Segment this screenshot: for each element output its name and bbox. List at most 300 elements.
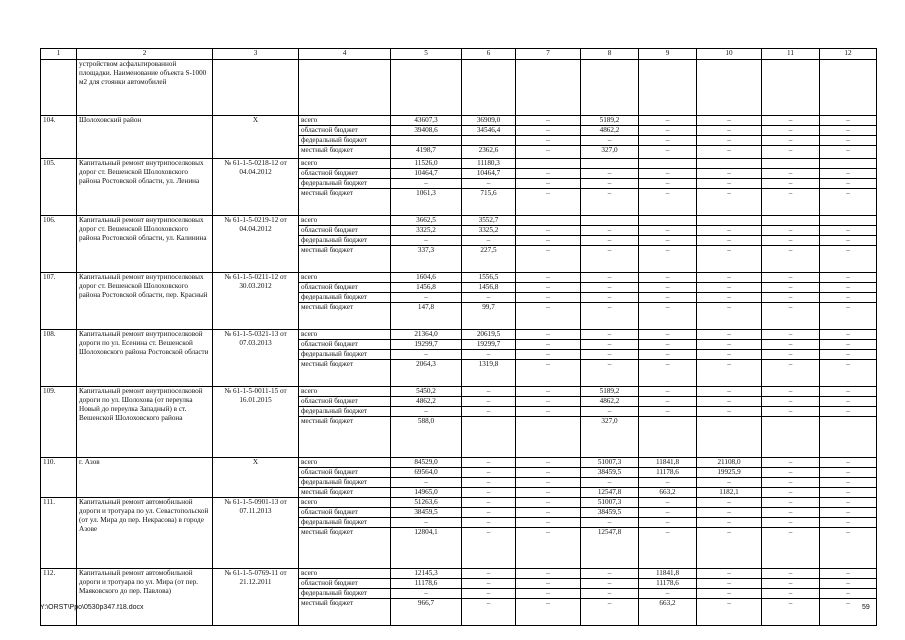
amount-cell: – <box>762 283 820 293</box>
funding-source: федеральный бюджет <box>299 518 391 528</box>
amount-cell: – <box>516 579 581 589</box>
amount-cell: – <box>581 169 639 179</box>
amount-cell: – <box>820 126 877 136</box>
amount-cell: – <box>462 508 516 518</box>
amount-cell: – <box>820 579 877 589</box>
funding-source: всего <box>299 159 391 169</box>
amount-cell: – <box>516 330 581 340</box>
amount-cell: 11180,3 <box>462 159 516 169</box>
item-name: г. Азов <box>77 458 213 498</box>
amount-cell: – <box>462 518 516 528</box>
amount-cell: 4862,2 <box>391 397 462 407</box>
funding-source: местный бюджет <box>299 303 391 330</box>
amount-cell: – <box>820 179 877 189</box>
amount-cell: – <box>462 569 516 579</box>
amount-cell: – <box>697 528 762 569</box>
amount-cell: – <box>639 246 697 273</box>
amount-cell <box>462 136 516 146</box>
amount-cell: – <box>639 360 697 387</box>
amount-cell: – <box>820 458 877 468</box>
amount-cell: – <box>581 599 639 626</box>
item-name: Капитальный ремонт внутрипоселковых дорог ст. Вешенской Шолоховского района Ростовской области, ул. Ленина <box>77 159 213 216</box>
amount-cell: 39408,6 <box>391 126 462 136</box>
table-cell <box>639 60 697 116</box>
project-document: X <box>213 458 299 498</box>
amount-cell: – <box>581 589 639 599</box>
amount-cell: – <box>762 488 820 498</box>
funding-source: областной бюджет <box>299 283 391 293</box>
amount-cell: 588,0 <box>391 417 462 458</box>
amount-cell: – <box>581 330 639 340</box>
amount-cell: – <box>639 136 697 146</box>
funding-source: областной бюджет <box>299 340 391 350</box>
amount-cell: – <box>820 478 877 488</box>
amount-cell: – <box>697 246 762 273</box>
table-row <box>41 116 877 126</box>
amount-cell: – <box>697 498 762 508</box>
amount-cell: 36909,0 <box>462 116 516 126</box>
amount-cell: 327,0 <box>581 146 639 159</box>
amount-cell: – <box>516 273 581 283</box>
amount-cell: 38459,5 <box>391 508 462 518</box>
amount-cell: – <box>762 340 820 350</box>
table-row <box>41 159 877 169</box>
amount-cell: – <box>516 599 581 626</box>
amount-cell <box>762 159 820 169</box>
column-header: 5 <box>391 49 462 60</box>
amount-cell: – <box>462 478 516 488</box>
amount-cell: – <box>639 169 697 179</box>
amount-cell: – <box>639 273 697 283</box>
amount-cell: – <box>462 468 516 478</box>
amount-cell: – <box>581 350 639 360</box>
amount-cell: – <box>581 179 639 189</box>
amount-cell <box>820 159 877 169</box>
amount-cell: – <box>762 246 820 273</box>
amount-cell <box>697 159 762 169</box>
funding-source: федеральный бюджет <box>299 407 391 417</box>
amount-cell: – <box>762 236 820 246</box>
amount-cell: 51263,6 <box>391 498 462 508</box>
file-path: Y:\ORST\Ppo\0530p347.f18.docx <box>40 604 144 611</box>
amount-cell <box>697 417 762 458</box>
amount-cell: – <box>820 273 877 283</box>
amount-cell: – <box>820 599 877 626</box>
amount-cell: – <box>639 189 697 216</box>
amount-cell: 19299,7 <box>462 340 516 350</box>
amount-cell: – <box>697 518 762 528</box>
funding-source: всего <box>299 387 391 397</box>
funding-source: местный бюджет <box>299 488 391 498</box>
amount-cell: – <box>581 136 639 146</box>
funding-source: областной бюджет <box>299 126 391 136</box>
amount-cell: – <box>639 236 697 246</box>
amount-cell: 10464,7 <box>391 169 462 179</box>
amount-cell: – <box>820 518 877 528</box>
amount-cell: 12547,8 <box>581 528 639 569</box>
amount-cell: – <box>391 589 462 599</box>
table-cell <box>213 60 299 116</box>
funding-source: всего <box>299 458 391 468</box>
amount-cell: – <box>581 226 639 236</box>
amount-cell: – <box>762 146 820 159</box>
column-header: 7 <box>516 49 581 60</box>
amount-cell: 51007,3 <box>581 498 639 508</box>
project-document: № 61-1-5-0218-12 от 04.04.2012 <box>213 159 299 216</box>
column-header: 9 <box>639 49 697 60</box>
amount-cell: – <box>762 330 820 340</box>
table-row <box>41 458 877 468</box>
amount-cell: 43607,3 <box>391 116 462 126</box>
funding-source: федеральный бюджет <box>299 350 391 360</box>
amount-cell: – <box>697 146 762 159</box>
amount-cell <box>581 216 639 226</box>
funding-source: федеральный бюджет <box>299 589 391 599</box>
amount-cell: – <box>697 350 762 360</box>
amount-cell: – <box>820 387 877 397</box>
amount-cell: – <box>639 498 697 508</box>
amount-cell: – <box>462 458 516 468</box>
amount-cell: – <box>697 407 762 417</box>
amount-cell: – <box>762 136 820 146</box>
amount-cell: – <box>820 189 877 216</box>
amount-cell: 20619,5 <box>462 330 516 340</box>
amount-cell: – <box>820 569 877 579</box>
amount-cell: – <box>581 579 639 589</box>
amount-cell: – <box>762 273 820 283</box>
amount-cell: – <box>581 518 639 528</box>
item-number: 112. <box>41 569 77 626</box>
amount-cell: – <box>581 246 639 273</box>
amount-cell: – <box>516 116 581 126</box>
amount-cell: – <box>697 508 762 518</box>
amount-cell: – <box>516 458 581 468</box>
amount-cell: – <box>462 599 516 626</box>
item-number: 111. <box>41 498 77 569</box>
amount-cell: 99,7 <box>462 303 516 330</box>
amount-cell: – <box>762 169 820 179</box>
amount-cell: – <box>762 589 820 599</box>
funding-source: областной бюджет <box>299 169 391 179</box>
item-name: Капитальный ремонт автомобильной дороги и тротуара по ул. Севастопольской (от ул. Мира до пер. Некрасова) в городе Азове <box>77 498 213 569</box>
amount-cell: – <box>697 226 762 236</box>
amount-cell: – <box>391 293 462 303</box>
amount-cell: 38459,5 <box>581 468 639 478</box>
amount-cell: – <box>762 579 820 589</box>
amount-cell: 11841,8 <box>639 569 697 579</box>
funding-source: областной бюджет <box>299 397 391 407</box>
amount-cell: – <box>820 146 877 159</box>
amount-cell: – <box>697 293 762 303</box>
amount-cell: 4198,7 <box>391 146 462 159</box>
funding-source: федеральный бюджет <box>299 293 391 303</box>
amount-cell <box>639 417 697 458</box>
amount-cell: – <box>581 293 639 303</box>
continuation-name: устройством асфальтированной площадки. Наименование объекта S-1000 м2 для стоянки автомобилей <box>77 60 213 116</box>
amount-cell: – <box>516 528 581 569</box>
amount-cell: – <box>462 397 516 407</box>
amount-cell: – <box>820 350 877 360</box>
amount-cell <box>762 216 820 226</box>
amount-cell: – <box>820 283 877 293</box>
amount-cell: 663,2 <box>639 599 697 626</box>
amount-cell: – <box>516 589 581 599</box>
amount-cell: 337,3 <box>391 246 462 273</box>
item-name: Капитальный ремонт внутрипоселковых дорог ст. Вешенской Шолоховского района Ростовской области, ул. Калинина <box>77 216 213 273</box>
amount-cell: – <box>697 283 762 293</box>
amount-cell: 21108,0 <box>697 458 762 468</box>
amount-cell: – <box>516 478 581 488</box>
amount-cell: 5189,2 <box>581 387 639 397</box>
table-row <box>41 498 877 508</box>
project-document: № 61-1-5-0211-12 от 30.03.2012 <box>213 273 299 330</box>
column-header: 1 <box>41 49 77 60</box>
amount-cell: 34546,4 <box>462 126 516 136</box>
amount-cell: – <box>820 508 877 518</box>
amount-cell: 1061,3 <box>391 189 462 216</box>
amount-cell: 69564,0 <box>391 468 462 478</box>
amount-cell: – <box>762 498 820 508</box>
amount-cell: – <box>697 599 762 626</box>
project-document: № 61-1-5-0219-12 от 04.04.2012 <box>213 216 299 273</box>
table-row <box>41 273 877 283</box>
amount-cell: – <box>639 330 697 340</box>
amount-cell: 147,8 <box>391 303 462 330</box>
amount-cell: – <box>516 518 581 528</box>
funding-source: областной бюджет <box>299 226 391 236</box>
amount-cell: 12145,3 <box>391 569 462 579</box>
amount-cell: 3552,7 <box>462 216 516 226</box>
amount-cell: – <box>697 236 762 246</box>
amount-cell: – <box>762 599 820 626</box>
amount-cell: – <box>462 579 516 589</box>
amount-cell: – <box>581 283 639 293</box>
amount-cell: – <box>462 488 516 498</box>
item-number <box>41 60 77 116</box>
funding-source: местный бюджет <box>299 417 391 458</box>
amount-cell: – <box>820 488 877 498</box>
amount-cell: – <box>820 528 877 569</box>
amount-cell: 2064,3 <box>391 360 462 387</box>
amount-cell: – <box>820 226 877 236</box>
amount-cell: 11178,6 <box>639 579 697 589</box>
amount-cell: 19299,7 <box>391 340 462 350</box>
table-cell <box>462 60 516 116</box>
amount-cell: – <box>462 498 516 508</box>
amount-cell: – <box>639 303 697 330</box>
item-name: Капитальный ремонт внутрипоселковой дороги по ул. Шолохова (от переулка Новый до переулка Западный) в ст. Вешенской Шолоховского района <box>77 387 213 458</box>
amount-cell: – <box>462 589 516 599</box>
amount-cell: – <box>639 528 697 569</box>
column-header: 4 <box>299 49 391 60</box>
amount-cell: 663,2 <box>639 488 697 498</box>
amount-cell: – <box>516 136 581 146</box>
amount-cell: – <box>697 579 762 589</box>
amount-cell: – <box>762 293 820 303</box>
table-row <box>41 569 877 579</box>
amount-cell: – <box>391 236 462 246</box>
funding-source: всего <box>299 273 391 283</box>
amount-cell: 5189,2 <box>581 116 639 126</box>
amount-cell: 11178,6 <box>639 468 697 478</box>
funding-source: федеральный бюджет <box>299 136 391 146</box>
amount-cell: – <box>462 407 516 417</box>
amount-cell: – <box>639 116 697 126</box>
amount-cell: – <box>581 340 639 350</box>
amount-cell: – <box>762 528 820 569</box>
amount-cell: – <box>516 360 581 387</box>
amount-cell: – <box>516 126 581 136</box>
amount-cell: 1556,5 <box>462 273 516 283</box>
amount-cell: – <box>697 330 762 340</box>
amount-cell: – <box>639 350 697 360</box>
amount-cell: – <box>762 360 820 387</box>
funding-source: областной бюджет <box>299 579 391 589</box>
funding-source: местный бюджет <box>299 146 391 159</box>
funding-source: местный бюджет <box>299 360 391 387</box>
amount-cell: – <box>516 350 581 360</box>
amount-cell <box>516 159 581 169</box>
amount-cell: – <box>581 407 639 417</box>
page-number: 59 <box>862 604 870 611</box>
amount-cell: – <box>762 350 820 360</box>
amount-cell: – <box>820 246 877 273</box>
table-cell <box>299 60 391 116</box>
budget-table <box>40 48 877 626</box>
funding-source: федеральный бюджет <box>299 236 391 246</box>
amount-cell: – <box>391 179 462 189</box>
amount-cell: – <box>820 330 877 340</box>
amount-cell <box>639 159 697 169</box>
amount-cell: – <box>639 146 697 159</box>
amount-cell: – <box>516 498 581 508</box>
amount-cell: – <box>516 179 581 189</box>
amount-cell <box>820 417 877 458</box>
column-number-row <box>41 49 877 60</box>
funding-source: областной бюджет <box>299 468 391 478</box>
table-cell <box>391 60 462 116</box>
amount-cell: – <box>820 303 877 330</box>
amount-cell: – <box>516 468 581 478</box>
amount-cell: – <box>639 508 697 518</box>
amount-cell: – <box>697 397 762 407</box>
item-number: 107. <box>41 273 77 330</box>
amount-cell: – <box>762 397 820 407</box>
amount-cell: – <box>762 303 820 330</box>
amount-cell <box>581 159 639 169</box>
funding-source: местный бюджет <box>299 189 391 216</box>
amount-cell: 14965,0 <box>391 488 462 498</box>
amount-cell: 1604,6 <box>391 273 462 283</box>
amount-cell: – <box>820 407 877 417</box>
amount-cell: – <box>697 273 762 283</box>
item-number: 110. <box>41 458 77 498</box>
amount-cell: – <box>762 387 820 397</box>
amount-cell <box>639 216 697 226</box>
document-page <box>40 48 876 626</box>
amount-cell: – <box>516 189 581 216</box>
table-row <box>41 387 877 397</box>
amount-cell: – <box>762 116 820 126</box>
amount-cell: – <box>516 340 581 350</box>
amount-cell: – <box>762 189 820 216</box>
amount-cell <box>516 417 581 458</box>
amount-cell: – <box>820 360 877 387</box>
amount-cell: 1182,1 <box>697 488 762 498</box>
amount-cell: – <box>697 478 762 488</box>
project-document: № 61-1-5-0321-13 от 07.03.2013 <box>213 330 299 387</box>
amount-cell: – <box>762 508 820 518</box>
amount-cell: – <box>762 126 820 136</box>
funding-source: местный бюджет <box>299 528 391 569</box>
amount-cell: – <box>516 407 581 417</box>
column-header: 6 <box>462 49 516 60</box>
amount-cell: 4862,2 <box>581 397 639 407</box>
amount-cell: – <box>762 478 820 488</box>
amount-cell: – <box>516 488 581 498</box>
amount-cell: – <box>697 589 762 599</box>
continuation-row <box>41 60 877 116</box>
amount-cell: – <box>762 569 820 579</box>
table-cell <box>762 60 820 116</box>
column-header: 10 <box>697 49 762 60</box>
amount-cell: 3662,5 <box>391 216 462 226</box>
amount-cell: 38459,5 <box>581 508 639 518</box>
amount-cell: – <box>516 236 581 246</box>
project-document: № 61-1-5-0769-11 от 21.12.2011 <box>213 569 299 626</box>
amount-cell: – <box>391 350 462 360</box>
amount-cell: – <box>820 468 877 478</box>
amount-cell: 5450,2 <box>391 387 462 397</box>
amount-cell: – <box>820 397 877 407</box>
item-name: Шолоховский район <box>77 116 213 159</box>
amount-cell: – <box>639 293 697 303</box>
amount-cell <box>516 216 581 226</box>
table-cell <box>820 60 877 116</box>
amount-cell: 4862,2 <box>581 126 639 136</box>
amount-cell: – <box>639 340 697 350</box>
amount-cell: – <box>581 273 639 283</box>
amount-cell: – <box>762 518 820 528</box>
amount-cell: – <box>516 569 581 579</box>
amount-cell: – <box>516 283 581 293</box>
funding-source: всего <box>299 216 391 226</box>
amount-cell: – <box>639 518 697 528</box>
amount-cell: – <box>697 303 762 330</box>
amount-cell: – <box>516 397 581 407</box>
amount-cell: 3325,2 <box>462 226 516 236</box>
amount-cell: – <box>581 360 639 387</box>
item-name: Капитальный ремонт внутрипоселковых дорог ст. Вешенской Шолоховского района Ростовской области, пер. Красный <box>77 273 213 330</box>
amount-cell: – <box>391 407 462 417</box>
amount-cell: – <box>516 169 581 179</box>
amount-cell <box>762 417 820 458</box>
amount-cell: – <box>697 340 762 350</box>
amount-cell <box>697 216 762 226</box>
funding-source: местный бюджет <box>299 246 391 273</box>
table-cell <box>697 60 762 116</box>
amount-cell: – <box>820 236 877 246</box>
amount-cell: – <box>462 387 516 397</box>
amount-cell <box>820 216 877 226</box>
table-cell <box>516 60 581 116</box>
funding-source: всего <box>299 330 391 340</box>
amount-cell: – <box>639 589 697 599</box>
project-document: X <box>213 116 299 159</box>
item-name: Капитальный ремонт автомобильной дороги и тротуара по ул. Мира (от пер. Маяковского до пер. Павлова) <box>77 569 213 626</box>
amount-cell: – <box>516 387 581 397</box>
item-name: Капитальный ремонт внутрипоселковой дороги по ул. Есенина ст. Вешенской Шолоховского района Ростовской области <box>77 330 213 387</box>
